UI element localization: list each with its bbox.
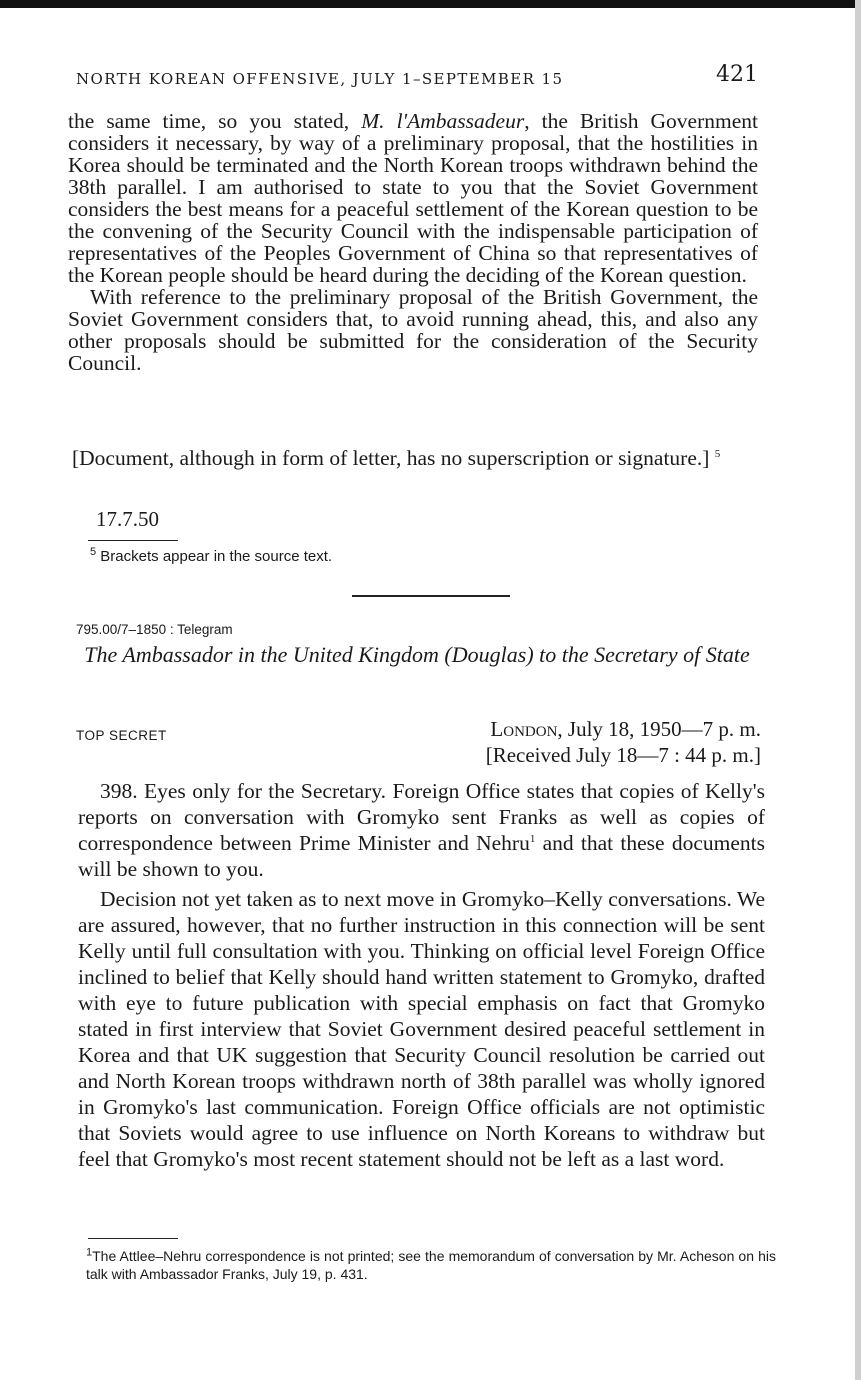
footnote-rule (88, 540, 178, 541)
footnote-5 (90, 548, 332, 565)
telegram-paragraph-1 (78, 778, 765, 882)
letter-paragraph-1 (68, 110, 758, 286)
footnote-5-mark: 5 (90, 546, 97, 558)
telegram-p1-post: and that these documents will be shown to you. (78, 831, 766, 881)
telegram-body (78, 778, 765, 1176)
letter-closing-note (72, 440, 760, 476)
footnote-1 (86, 1247, 776, 1283)
section-separator (352, 595, 510, 597)
document-title: The Ambassador in the United Kingdom (Douglas) to the Secretary of State (84, 642, 750, 667)
dateline-sent (486, 716, 761, 742)
running-head-title: NORTH KOREAN OFFENSIVE, JULY 1–SEPTEMBER 15 (76, 70, 564, 88)
letter-date: 17.7.50 (96, 507, 159, 531)
running-head (76, 62, 762, 92)
telegram-paragraph-2: Decision not yet taken as to next move in Gromyko–Kelly conversations. We are assured, however, that no further instruction in this connection will be sent Kelly until full consultation with you. Thinking on official level Foreign Office inclined to belief that Kelly should hand written statement to Gromyko, drafted with eye to future publication with special emphasis on fact that Gromyko stated in first interview that Soviet Government desired peaceful settlement in Korea and that UK suggestion that Security Council resolution be carried out and North Korean troops withdrawn north of 38th parallel was wholly ignored in Gromyko's last communication. Foreign Office officials are not optimistic that Soviets would agree to use influence on North Koreans to withdraw but feel that Gromyko's most recent statement should not be left as a last word. (78, 887, 765, 1171)
footnote-rule-2 (88, 1238, 178, 1239)
footnote-ref-5: 5 (714, 447, 721, 460)
dateline-received: [Received July 18—7 : 44 p. m.] (485, 743, 761, 767)
footnote-5-text: Brackets appear in the source text. (100, 548, 333, 565)
file-reference: 795.00/7–1850 : Telegram (76, 622, 233, 637)
dateline-place: London (490, 717, 558, 741)
footnote-1-mark: 1 (86, 1246, 93, 1259)
footnote-1-text: The Attlee–Nehru correspondence is not printed; see the memorandum of conversation by Mr. Acheson on his talk with Ambassador Franks, July 19, p. 431. (86, 1248, 776, 1282)
page-top-edge (0, 0, 861, 8)
letter-p1-em: M. l'Ambassadeur (361, 109, 525, 133)
letter-paragraph-2: With reference to the preliminary proposal of the British Government, the Soviet Government considers that, to avoid running ahead, this, and also any other proposals should be submitted for the consideration of the Security Council. (68, 285, 758, 375)
classification-label: TOP SECRET (76, 728, 167, 743)
footnote-ref-1: 1 (529, 832, 536, 845)
page-right-edge (855, 0, 861, 1380)
closing-text: [Document, although in form of letter, has no superscription or signature.] (72, 446, 710, 470)
dateline-date: , July 18, 1950—7 p. m. (557, 717, 761, 741)
letter-p1-pre: the same time, so you stated, (68, 109, 362, 133)
telegram-p1-pre: 398. Eyes only for the Secretary. Foreign Office states that copies of Kelly's reports on conversation with Gromyko sent Franks as well as copies of correspondence between Prime Minister and Nehru (78, 779, 765, 855)
letter-body (68, 110, 758, 374)
dateline (486, 716, 761, 768)
letter-p1-post: , the British Government considers it necessary, by way of a preliminary proposal, that the hostilities in Korea should be terminated and the North Korean troops withdrawn behind the 38th parallel. I am authorised to state to you that the Soviet Government considers the best means for a peaceful settlement of the Korean question to be the convening of the Security Council with the indispensable participation of representatives of the Peoples Government of China so that representatives of the Korean people should be heard during the deciding of the Korean question. (68, 109, 758, 287)
page-number: 421 (716, 62, 758, 87)
